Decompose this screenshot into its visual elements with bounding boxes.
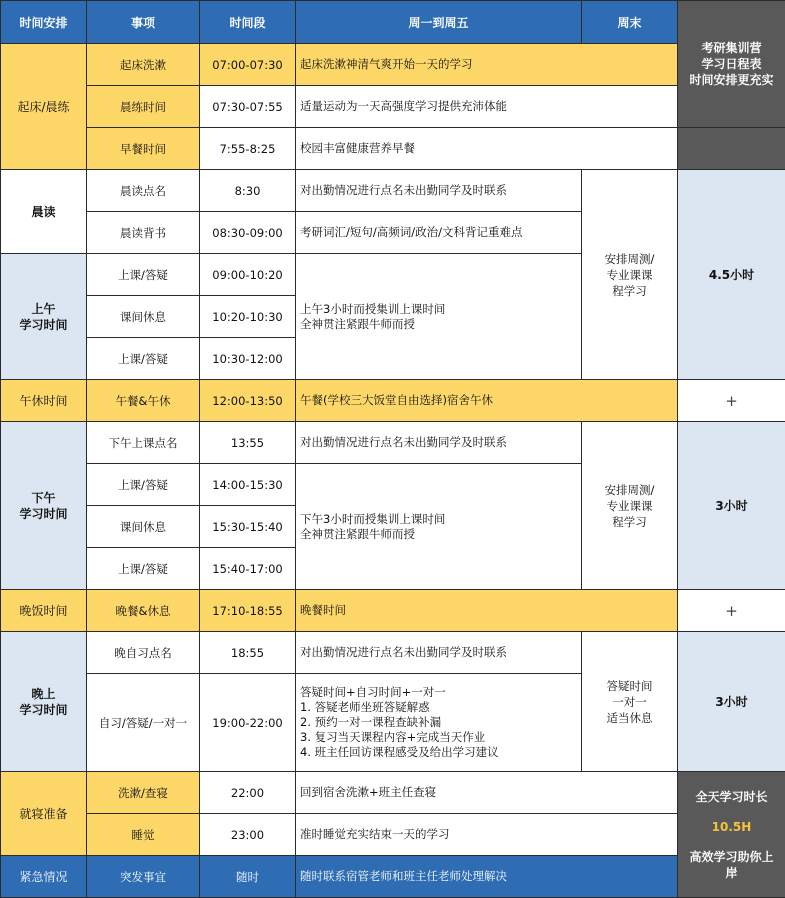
time-cell: 07:30-07:55 xyxy=(200,86,296,128)
weekend-line: 程学习 xyxy=(582,283,677,299)
table-row xyxy=(1,772,785,814)
desc-line: 2. 预约一对一课程查缺补漏 xyxy=(300,715,581,730)
weekend-line: 安排周测/ xyxy=(582,251,677,267)
table-row xyxy=(1,128,785,170)
desc-cell: 起床洗漱神清气爽开始一天的学习 xyxy=(296,44,678,86)
item-cell: 洗漱/查寝 xyxy=(87,772,200,814)
evening-hours: 3小时 xyxy=(678,632,785,772)
header-item: 事项 xyxy=(87,1,200,44)
item-cell: 上课/答疑 xyxy=(87,254,200,296)
header-weekdays: 周一到周五 xyxy=(296,1,582,44)
header-weekend: 周末 xyxy=(582,1,678,44)
desc-cell: 对出勤情况进行点名未出勤同学及时联系 xyxy=(296,632,582,674)
item-cell: 课间休息 xyxy=(87,506,200,548)
desc-line: 全神贯注紧跟牛师而授 xyxy=(300,317,581,332)
item-cell: 午餐&午休 xyxy=(87,380,200,422)
desc-cell: 回到宿舍洗漱+班主任查寝 xyxy=(296,772,678,814)
desc-line: 3. 复习当天课程内容+完成当天作业 xyxy=(300,730,581,745)
section-line: 学习时间 xyxy=(1,317,86,333)
desc-line: 全神贯注紧跟牛师而授 xyxy=(300,527,581,542)
table-row xyxy=(1,814,785,856)
table-row xyxy=(1,422,785,464)
time-cell: 09:00-10:20 xyxy=(200,254,296,296)
time-cell: 17:10-18:55 xyxy=(200,590,296,632)
table-row xyxy=(1,44,785,86)
weekend-line: 专业课课 xyxy=(582,267,677,283)
time-cell: 23:00 xyxy=(200,814,296,856)
time-cell: 13:55 xyxy=(200,422,296,464)
plus-icon: + xyxy=(678,380,785,422)
total-slogan-line: 岸 xyxy=(678,865,785,881)
time-cell: 14:00-15:30 xyxy=(200,464,296,506)
section-evening xyxy=(1,632,87,772)
section-afternoon xyxy=(1,422,87,590)
item-cell: 晚餐&休息 xyxy=(87,590,200,632)
desc-line: 上午3小时而授集训上课时间 xyxy=(300,302,581,317)
desc-cell: 校园丰富健康营养早餐 xyxy=(296,128,678,170)
desc-cell: 对出勤情况进行点名未出勤同学及时联系 xyxy=(296,422,582,464)
total-value: 10.5H xyxy=(678,819,785,835)
time-cell: 12:00-13:50 xyxy=(200,380,296,422)
time-cell: 18:55 xyxy=(200,632,296,674)
weekend-line: 一对一 xyxy=(582,694,677,710)
total-study-cell xyxy=(678,772,785,898)
table-row xyxy=(1,590,785,632)
plus-icon: + xyxy=(678,590,785,632)
weekend-line: 适当休息 xyxy=(582,710,677,726)
section-emergency: 紧急情况 xyxy=(1,856,87,898)
desc-cell: 准时睡觉充实结束一天的学习 xyxy=(296,814,678,856)
item-cell: 晨读背书 xyxy=(87,212,200,254)
table-row xyxy=(1,170,785,212)
section-line: 上午 xyxy=(1,301,86,317)
weekend-morning-cell xyxy=(582,170,678,380)
afternoon-desc-cell xyxy=(296,464,582,590)
time-cell: 8:30 xyxy=(200,170,296,212)
weekend-line: 安排周测/ xyxy=(582,482,677,498)
table-row xyxy=(1,86,785,128)
item-cell: 课间休息 xyxy=(87,296,200,338)
side-title-line: 时间安排更充实 xyxy=(678,72,785,88)
desc-line: 下午3小时而授集训上课时间 xyxy=(300,512,581,527)
total-slogan-line: 高效学习助你上 xyxy=(678,849,785,865)
total-label: 全天学习时长 xyxy=(678,789,785,805)
time-cell: 19:00-22:00 xyxy=(200,674,296,772)
section-wake: 起床/晨练 xyxy=(1,44,87,170)
weekend-evening-cell xyxy=(582,632,678,772)
time-cell: 10:20-10:30 xyxy=(200,296,296,338)
time-cell: 随时 xyxy=(200,856,296,898)
afternoon-hours: 3小时 xyxy=(678,422,785,590)
desc-cell: 晚餐时间 xyxy=(296,590,678,632)
weekend-line: 程学习 xyxy=(582,514,677,530)
table-row xyxy=(1,856,785,898)
desc-line: 答疑时间+自习时间+一对一 xyxy=(300,685,581,700)
item-cell: 睡觉 xyxy=(87,814,200,856)
item-cell: 晨读点名 xyxy=(87,170,200,212)
item-cell: 下午上课点名 xyxy=(87,422,200,464)
section-reading: 晨读 xyxy=(1,170,87,254)
desc-line: 1. 答疑老师坐班答疑解惑 xyxy=(300,700,581,715)
evening-desc-cell xyxy=(296,674,582,772)
item-cell: 晨练时间 xyxy=(87,86,200,128)
desc-cell: 适量运动为一天高强度学习提供充沛体能 xyxy=(296,86,678,128)
desc-cell: 随时联系宿管老师和班主任老师处理解决 xyxy=(296,856,678,898)
item-cell: 上课/答疑 xyxy=(87,548,200,590)
side-title-cell xyxy=(678,1,785,128)
header-time-period: 时间段 xyxy=(200,1,296,44)
time-cell: 22:00 xyxy=(200,772,296,814)
time-cell: 7:55-8:25 xyxy=(200,128,296,170)
morning-hours: 4.5小时 xyxy=(678,170,785,380)
desc-cell: 对出勤情况进行点名未出勤同学及时联系 xyxy=(296,170,582,212)
item-cell: 起床洗漱 xyxy=(87,44,200,86)
section-line: 下午 xyxy=(1,490,86,506)
section-noon: 午休时间 xyxy=(1,380,87,422)
time-cell: 08:30-09:00 xyxy=(200,212,296,254)
section-line: 晚上 xyxy=(1,686,86,702)
time-cell: 15:30-15:40 xyxy=(200,506,296,548)
weekend-line: 专业课课 xyxy=(582,498,677,514)
weekend-afternoon-cell xyxy=(582,422,678,590)
section-dinner: 晚饭时间 xyxy=(1,590,87,632)
morning-desc-cell xyxy=(296,254,582,380)
desc-line: 4. 班主任回访课程感受及给出学习建议 xyxy=(300,745,581,760)
item-cell: 自习/答疑/一对一 xyxy=(87,674,200,772)
desc-cell: 考研词汇/短句/高频词/政治/文科背记重难点 xyxy=(296,212,582,254)
section-line: 学习时间 xyxy=(1,702,86,718)
section-line: 学习时间 xyxy=(1,506,86,522)
table-row xyxy=(1,632,785,674)
weekend-line: 答疑时间 xyxy=(582,678,677,694)
time-cell: 10:30-12:00 xyxy=(200,338,296,380)
item-cell: 晚自习点名 xyxy=(87,632,200,674)
item-cell: 突发事宜 xyxy=(87,856,200,898)
section-morning xyxy=(1,254,87,380)
time-cell: 15:40-17:00 xyxy=(200,548,296,590)
header-schedule: 时间安排 xyxy=(1,1,87,44)
section-bed: 就寝准备 xyxy=(1,772,87,856)
item-cell: 早餐时间 xyxy=(87,128,200,170)
time-cell: 07:00-07:30 xyxy=(200,44,296,86)
item-cell: 上课/答疑 xyxy=(87,464,200,506)
side-grey-filler xyxy=(678,128,785,170)
side-title-line: 考研集训营 xyxy=(678,40,785,56)
side-title-line: 学习日程表 xyxy=(678,56,785,72)
desc-cell: 午餐(学校三大饭堂自由选择)宿舍午休 xyxy=(296,380,678,422)
item-cell: 上课/答疑 xyxy=(87,338,200,380)
table-row xyxy=(1,380,785,422)
header-row xyxy=(1,1,785,44)
